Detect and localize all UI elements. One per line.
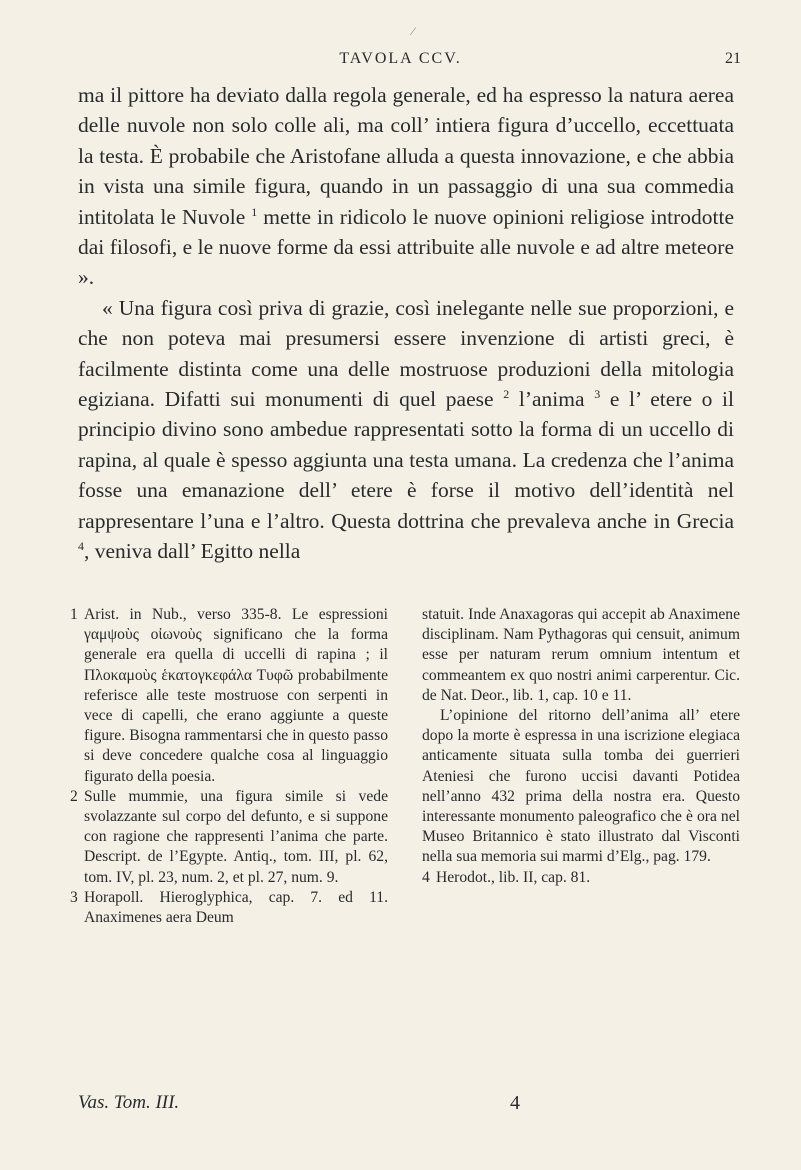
paragraph-2 (78, 293, 734, 567)
footnote-number: 3 (70, 888, 78, 906)
footnote-ref-1: 1 (251, 204, 258, 219)
footnote-number: 4 (422, 868, 430, 886)
paragraph-1 (78, 80, 734, 293)
footnote-text: Sulle mummie, una figura simile si vede svolazzante sul corpo del defunto, e si suppone con ragione che rappresenti l’anima che parte. Descript. de l’Egypte. Antiq., tom. III, pl. 62, tom. IV, pl. 23, num. 2, et pl. 27, num. 9. (84, 787, 388, 886)
paragraph-2-part-a: « Una figura così priva di grazie, così inelegante nelle sue proporzioni, e che non poteva mai presumersi essere invenzione di artisti greci, è facilmente distinta come una delle mostruose produzioni della mitologia egiziana. Difatti sui monumenti di quel paese (78, 295, 734, 412)
printer-mark: ⁄ (412, 24, 415, 38)
footnote-number: 2 (70, 787, 78, 805)
footnote-continuation: L’opinione del ritorno dell’anima all’ etere dopo la morte è espressa in una iscrizione elegiaca anticamente situata sulla tomba dei guerrieri Ateniesi che furono uccisi davanti Potidea nell’anno 432 prima della nostra era. Questo interessante monumento paleografico che è ora nel Museo Britannico è stato illustrato dal Visconti nella sua memoria sui marmi d’Elg., pag. 179. (422, 707, 740, 866)
footnote-text: Herodot., lib. II, cap. 81. (436, 868, 591, 886)
paragraph-2-part-d: veniva dall’ Egitto nella (94, 539, 301, 564)
footnote (70, 605, 388, 787)
paragraph-2-part-c: e l’ etere o il principio divino sono ambedue rappresentati sotto la forma di un uccello di rapina, al quale è spesso aggiunta una testa umana. La credenza che l’anima fosse una emanazione dell’ etere è forse il motivo dell’identità nel rappresentare l’una e l’altro. Questa dottrina che prevaleva anche in Grecia (78, 387, 734, 533)
footnote-number: 1 (70, 606, 78, 623)
footnote-continuation: statuit. Inde Anaxagoras qui accepit ab Anaximene disciplinam. Nam Pythagoras qui censuit, animum esse per naturam rerum omnium intentum et commeantem ex quo nostri animi carperentur. Cic. de Nat. Deor., lib. 1, cap. 10 e 11. (422, 606, 740, 704)
paragraph-1-part-b: mette in ridicolo le nuove opinioni religiose introdotte dai filosofi, e le nuove forme da essi attribuite alle nuvole e ad altre meteore ». (78, 204, 735, 290)
footnote-ref-2: 2 (503, 386, 510, 401)
footnotes (70, 605, 740, 928)
footnote (70, 787, 388, 888)
paragraph-1-part-a: ma il pittore ha deviato dalla regola generale, ed ha espresso la natura aerea delle nuvole non solo colle ali, ma coll’ intiera figura d’uccello, eccettuata la testa. È probabile che Aristofane alluda a questa innovazione, e che abbia in vista una simile figura, quando in un passaggio di una sua commedia intitolata le Nuvole (78, 83, 734, 229)
footnotes-left-column (70, 605, 388, 928)
main-text (78, 80, 734, 567)
volume-signature: Vas. Tom. III. (78, 1092, 180, 1113)
footnote-ref-4: 4 (78, 538, 84, 553)
footnote-text: Horapoll. Hieroglyphica, cap. 7. ed 11. Anaximenes aera Deum (84, 888, 388, 927)
footnotes-right-column (422, 605, 740, 928)
footnote-text: Arist. in Nub., verso 335-8. Le espressioni γαμψοὺς οἰωνοὺς significano che la forma generale era quella di uccelli di rapina ; il Πλοκαμοὺς ἑκατογκεφάλα Τυφῶ probabilmente referisce alle teste mostruose con serpenti in vece di capelli, che erano aggiunte a queste figure. Bisogna rammentarsi che in questo passo si deve concedere qualche cosa al linguaggio figurato della poesia. (84, 606, 388, 785)
paragraph-2-comma: , (84, 539, 90, 564)
footnote-ref-3: 3 (594, 386, 601, 401)
paragraph-2-part-b: l’anima (518, 387, 585, 412)
page-number: 21 (725, 50, 741, 67)
page-header (0, 50, 801, 74)
sheet-mark: 4 (510, 1092, 520, 1114)
footnote (70, 888, 388, 928)
footnote (422, 868, 740, 888)
page-footer (78, 1092, 734, 1114)
running-title: TAVOLA CCV. (339, 50, 462, 67)
